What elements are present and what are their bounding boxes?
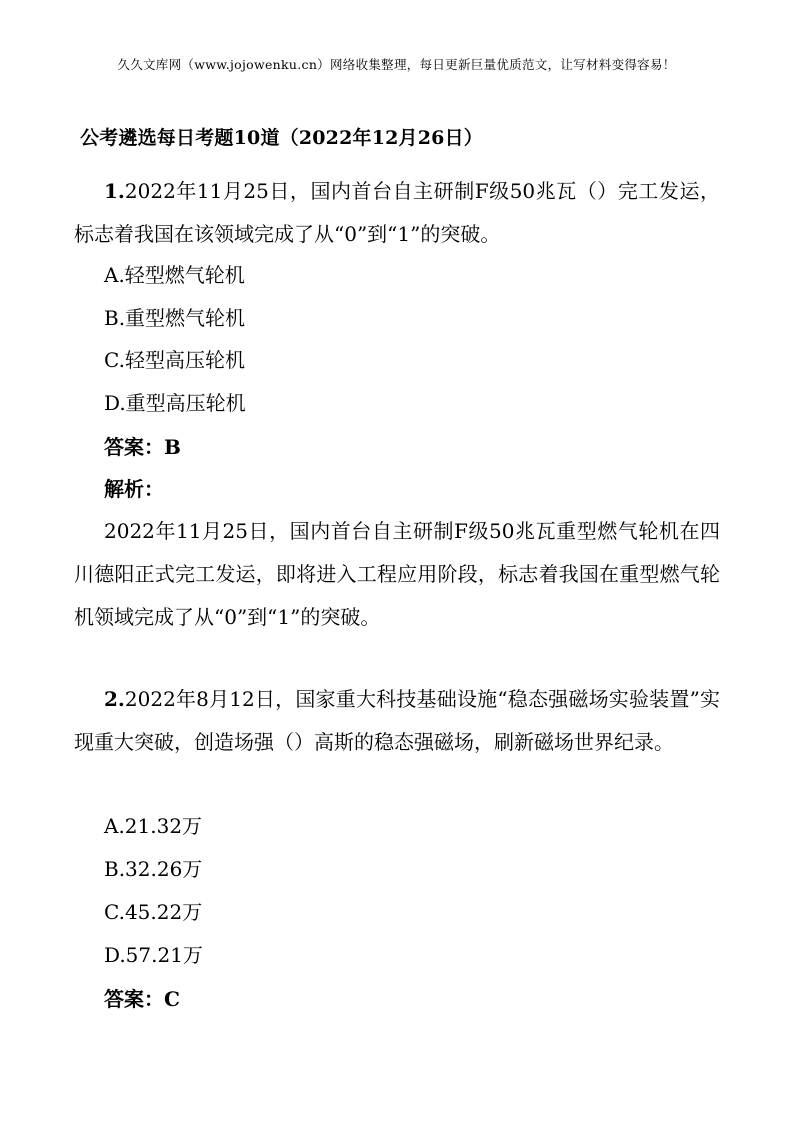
- question-2-option-c: C.45.22万: [104, 900, 203, 924]
- question-1-option-a: A.轻型燃气轮机: [104, 263, 245, 287]
- question-1-option-d: D.重型高压轮机: [104, 391, 246, 415]
- question-1-answer: 答案：B: [104, 435, 181, 459]
- question-2-option-d: D.57.21万: [104, 943, 203, 967]
- question-1-option-c: C.轻型高压轮机: [104, 348, 245, 372]
- question-2-answer: 答案：C: [104, 987, 180, 1011]
- question-1-option-b: B.重型燃气轮机: [104, 306, 246, 330]
- question-1-analysis: 2022年11月25日，国内首台自主研制F级50兆瓦重型燃气轮机在四川德阳正式完工发运，即将进入工程应用阶段，标志着我国在重型燃气轮机领域完成了从“0”到“1”的突破。: [74, 519, 720, 629]
- document-header: 久久文库网（www.jojowenku.cn）网络收集整理，每日更新巨量优质范文，让写材料变得容易！: [117, 57, 676, 72]
- question-2-number: 2.: [104, 687, 125, 711]
- question-2-text: 2022年8月12日，国家重大科技基础设施“稳态强磁场实验装置”实现重大突破，创造场强（）高斯的稳态强磁场，刷新磁场世界纪录。: [74, 687, 720, 754]
- question-2-option-a: A.21.32万: [104, 814, 203, 838]
- page-title: 公考遴选每日考题10道（2022年12月26日）: [80, 127, 484, 149]
- question-1-number: 1.: [104, 179, 125, 203]
- question-2-option-b: B.32.26万: [104, 857, 203, 881]
- question-1-analysis-label: 解析：: [104, 477, 164, 501]
- question-1-text: 2022年11月25日，国内首台自主研制F级50兆瓦（）完工发运，标志着我国在该领域完成了从“0”到“1”的突破。: [74, 179, 720, 246]
- question-2-stem: [74, 678, 720, 764]
- question-1-stem: [74, 170, 720, 256]
